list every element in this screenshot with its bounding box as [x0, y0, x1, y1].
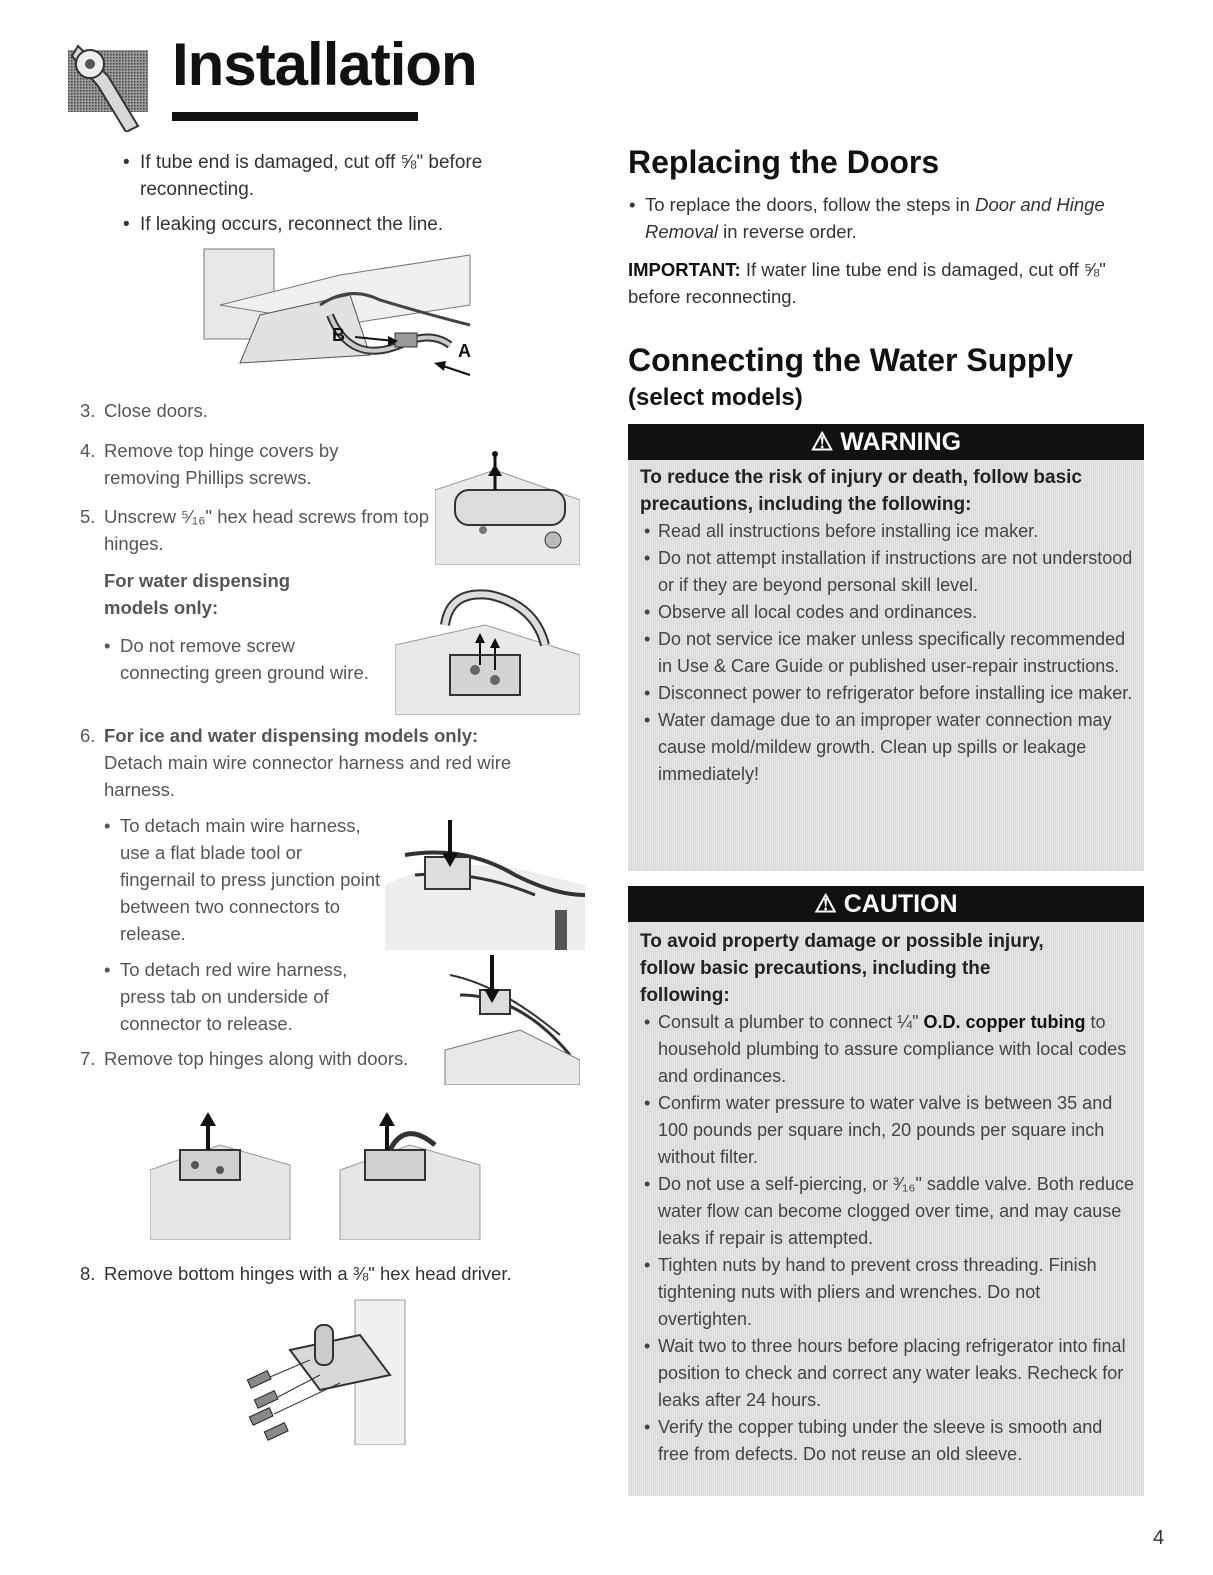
list-item: • If tube end is damaged, cut off ⅝" before reconnecting.	[123, 152, 483, 200]
caution-triangle-icon: ⚠	[814, 890, 837, 918]
callout-b: B	[332, 325, 345, 345]
warning-triangle-icon: ⚠	[810, 428, 834, 456]
list-item: • Do not remove screw connecting green ground wire.	[104, 635, 369, 683]
list-item: • Confirm water pressure to water valve is between 35 and 100 pounds per square inch, 20 pounds per square inch without filter.	[644, 1093, 1113, 1167]
water-line-illustration	[200, 245, 480, 385]
step-7: 7. Remove top hinges along with doors.	[80, 1048, 409, 1069]
hinge-cover-illustration	[435, 450, 580, 565]
section-subheading: (select models)	[628, 384, 803, 411]
list-item: • Tighten nuts by hand to prevent cross threading. Finish tightening nuts with pliers and wrenches. Do not overtighten.	[644, 1255, 1097, 1329]
step-5: 5. Unscrew ⁵⁄₁₆" hex head screws from top hinges.	[80, 506, 430, 554]
list-item: • To replace the doors, follow the steps in Door and Hinge Removal in reverse order.	[629, 194, 1105, 242]
list-item: • Do not use a self-piercing, or ³⁄₁₆" saddle valve. Both reduce water flow can become clogged over time, and may cause leaks if repair is attempted.	[644, 1174, 1134, 1248]
page-number: 4	[1153, 1527, 1165, 1549]
bullet-text: If leaking occurs, reconnect the line.	[140, 214, 444, 235]
bullet-text: If tube end is damaged, cut off ⅝" before reconnecting.	[140, 152, 483, 200]
warning-lead: To reduce the risk of injury or death, follow basic precautions, including the following:	[640, 467, 1083, 515]
list-item: • Verify the copper tubing under the sleeve is smooth and free from defects. Do not reuse an old sleeve.	[644, 1417, 1103, 1464]
list-item: • To detach red wire harness, press tab on underside of connector to release.	[104, 959, 348, 1034]
list-item: • Wait two to three hours before placing refrigerator into final position to check and correct any water leaks. Recheck for leaks after 24 hours.	[644, 1336, 1126, 1410]
list-item: • Do not attempt installation if instructions are not understood or if they are beyond personal skill level.	[644, 548, 1133, 595]
list-item: • Observe all local codes and ordinances.	[644, 602, 978, 622]
ground-wire-illustration	[395, 585, 580, 715]
top-hinges-illustration	[150, 1110, 490, 1240]
step-6: 6. For ice and water dispensing models only: Detach main wire connector harness and red wire harness.	[80, 725, 512, 800]
step-8: 8. Remove bottom hinges with a ⅜" hex head driver.	[80, 1263, 512, 1284]
section-heading-replacing-doors: Replacing the Doors	[628, 144, 940, 180]
list-item: • Water damage due to an improper water connection may cause mold/mildew growth. Clean up spills or leakage immediately!	[644, 710, 1112, 784]
step-4: 4. Remove top hinge covers by removing Phillips screws.	[80, 440, 339, 488]
bottom-hinge-illustration	[240, 1295, 410, 1445]
caution-header: ⚠ CAUTION	[628, 886, 1144, 922]
list-item: • If leaking occurs, reconnect the line.	[123, 214, 444, 235]
title-underline	[172, 112, 418, 121]
list-item: • Consult a plumber to connect ¼" O.D. copper tubing to household plumbing to assure compliance with local codes and ordinances.	[644, 1012, 1127, 1086]
caution-lead: To avoid property damage or possible injury, follow basic precautions, including the following:	[640, 931, 1044, 1006]
important-note: IMPORTANT: If water line tube end is damaged, cut off ⅝" before reconnecting.	[628, 259, 1106, 307]
caution-box	[628, 886, 1144, 1496]
section-heading-water-supply: Connecting the Water Supply	[628, 342, 1074, 378]
list-item: • Do not service ice maker unless specifically recommended in Use & Care Guide or published user-repair instructions.	[644, 629, 1126, 676]
wire-harness-illustration	[385, 815, 585, 950]
list-item: • Disconnect power to refrigerator before installing ice maker.	[644, 683, 1133, 703]
red-wire-harness-illustration	[440, 955, 580, 1085]
list-item: • Read all instructions before installing ice maker.	[644, 521, 1039, 541]
list-item: • To detach main wire harness, use a flat blade tool or fingernail to press junction point between two connectors to release.	[104, 815, 381, 944]
callout-a: A	[458, 341, 471, 361]
wrench-icon	[68, 42, 150, 132]
page-title: Installation	[172, 31, 477, 98]
warning-header: ⚠ WARNING	[628, 424, 1144, 460]
warning-box	[628, 424, 1144, 871]
subheading-water-dispensing: For water dispensing models only:	[104, 570, 291, 618]
step-3: 3. Close doors.	[80, 400, 208, 421]
